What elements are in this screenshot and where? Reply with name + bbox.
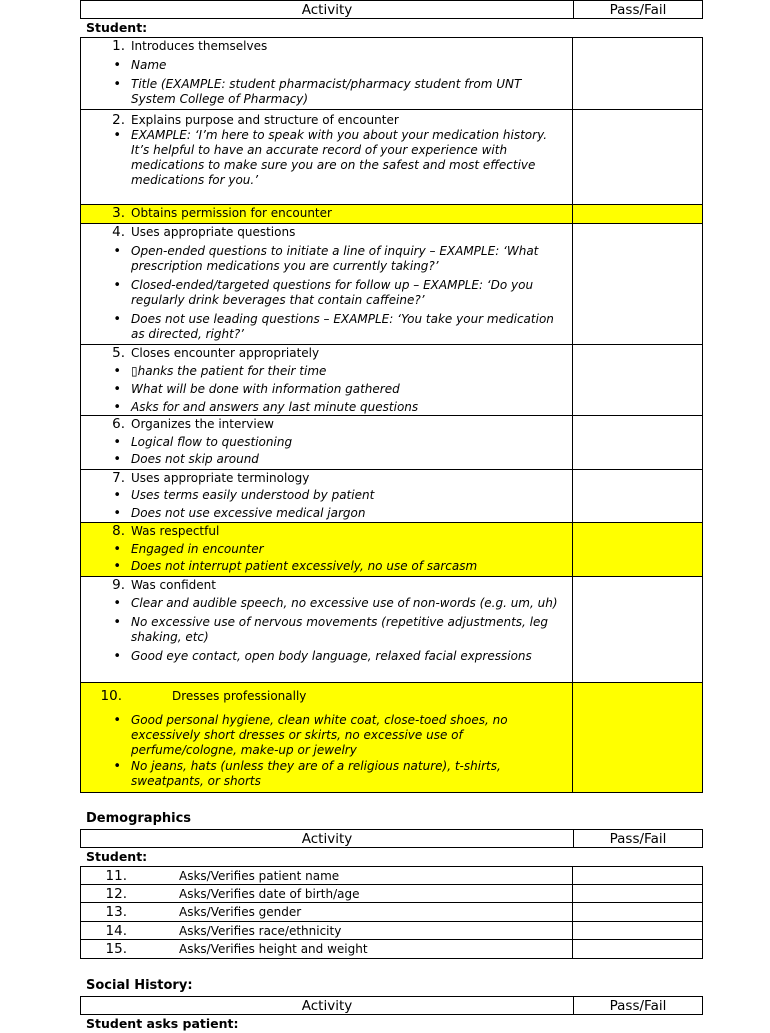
bullet-icon: • [113,77,121,92]
bullet-icon: • [113,364,121,379]
table-row [80,224,703,345]
row-number: 9. [112,577,125,593]
list-item: Open-ended questions to initiate a line of inquiry – EXAMPLE: ‘What prescription medications you are currently taking?’ [131,244,539,273]
list-item: Uses terms easily understood by patient [131,488,375,502]
row-number: 5. [112,345,125,361]
row-title: Uses appropriate terminology [131,471,310,485]
bullet-icon: • [113,506,121,521]
bullet-icon: • [113,488,121,503]
row-number: 11. [105,868,127,884]
list-item: Name [131,58,167,72]
row-title: Dresses professionally [172,689,307,703]
row-title: Introduces themselves [131,39,268,53]
list-item: No excessive use of nervous movements (repetitive adjustments, leg shaking, etc) [131,615,549,644]
row-number: 15. [105,941,127,957]
student-label: Student asks patient: [86,1016,239,1031]
row-number: 7. [112,470,125,486]
passfail-cell[interactable] [573,922,702,939]
table-header [80,829,703,848]
passfail-cell[interactable] [573,903,702,921]
list-item: Closed-ended/targeted questions for follow up – EXAMPLE: ‘Do you regularly drink beverages that contain caffeine?’ [131,278,534,307]
activity-column-header: Activity [81,830,574,847]
list-item: ▯hanks the patient for their time [131,364,327,378]
list-item: EXAMPLE: ‘I’m here to speak with you about your medication history. [131,128,548,142]
table-row [80,885,703,903]
section-heading-demographics: Demographics [86,811,192,826]
bullet-icon: • [113,596,121,611]
row-title: Was respectful [131,524,220,538]
passfail-cell[interactable] [573,577,702,682]
table-row [80,903,703,922]
section-heading-social-history: Social History: [86,978,193,993]
table-row [80,523,703,577]
bullet-icon: • [113,649,121,664]
list-item: No jeans, hats (unless they are of a religious nature), t-shirts, sweatpants, or shorts [131,759,501,788]
list-item: Does not use excessive medical jargon [131,506,366,520]
row-number: 4. [112,224,125,240]
bullet-icon: • [113,713,121,728]
table-row [80,577,703,683]
row-title: Asks/Verifies patient name [179,869,340,883]
passfail-column-header: Pass/Fail [609,2,667,18]
row-title: Was confident [131,578,216,592]
table-row [80,416,703,470]
table-row [80,205,703,224]
row-title: Asks/Verifies height and weight [179,942,368,956]
passfail-cell[interactable] [573,205,702,223]
table-row [80,922,703,940]
student-label: Student: [86,849,148,864]
bullet-icon: • [113,759,121,774]
passfail-cell[interactable] [573,345,702,415]
list-item: Clear and audible speech, no excessive use of non-words (e.g. um, uh) [131,596,558,610]
row-number: 3. [112,205,125,221]
row-title: Uses appropriate questions [131,225,296,239]
row-title: Explains purpose and structure of encounter [131,113,399,127]
list-item: Title (EXAMPLE: student pharmacist/pharmacy student from UNT System College of Pharmacy) [131,77,522,106]
list-item: Engaged in encounter [131,542,264,556]
bullet-icon: • [113,435,121,450]
list-item: Logical flow to questioning [131,435,293,449]
row-number: 6. [112,416,125,432]
row-number: 10. [100,688,122,704]
list-item: Does not use leading questions – EXAMPLE: ‘You take your medication as directed, right?’ [131,312,554,341]
table-header [80,996,703,1015]
bullet-icon: • [113,128,121,143]
row-title: Organizes the interview [131,417,274,431]
table-row [80,470,703,523]
bullet-icon: • [113,452,121,467]
table-row [80,37,703,110]
bullet-icon: • [113,615,121,630]
list-item: Asks for and answers any last minute questions [131,400,419,414]
table-row [80,940,703,959]
row-title: Closes encounter appropriately [131,346,320,360]
demographics-table [80,829,703,959]
list-item: Good personal hygiene, clean white coat, close-toed shoes, no excessively short dresses or skirts, no excessive use of perfume/cologne, make-up or jewelry [131,713,508,757]
row-number: 2. [112,112,125,128]
row-title: Asks/Verifies race/ethnicity [179,924,342,938]
bullet-icon: • [113,559,121,574]
table-row [80,866,703,885]
student-label: Student: [86,20,148,35]
table-row [80,110,703,205]
row-number: 13. [105,904,127,920]
activity-column-header: Activity [81,1,574,18]
passfail-cell[interactable] [573,683,702,792]
activity-column-header: Activity [81,997,574,1014]
bullet-icon: • [113,312,121,327]
bullet-icon: • [113,542,121,557]
passfail-cell[interactable] [573,940,702,958]
row-number: 8. [112,523,125,539]
table-row [80,683,703,793]
list-item: What will be done with information gathered [131,382,400,396]
passfail-cell[interactable] [573,110,702,204]
passfail-cell[interactable] [573,867,702,884]
list-item: Does not interrupt patient excessively, no use of sarcasm [131,559,478,573]
row-number: 12. [105,886,127,902]
bullet-icon: • [113,382,121,397]
row-number: 1. [112,38,125,54]
passfail-cell[interactable] [573,523,702,576]
passfail-cell[interactable] [573,470,702,522]
list-item: Good eye contact, open body language, relaxed facial expressions [131,649,532,663]
passfail-cell[interactable] [573,38,702,109]
row-title: Obtains permission for encounter [131,206,332,220]
passfail-cell[interactable] [573,416,702,469]
bullet-icon: • [113,400,121,415]
checklist-table-1 [80,0,703,793]
bullet-icon: • [113,244,121,259]
row-title: Asks/Verifies gender [179,905,302,919]
row-number: 14. [105,923,127,939]
passfail-cell[interactable] [573,224,702,344]
row-title: Asks/Verifies date of birth/age [179,887,360,901]
bullet-icon: • [113,58,121,73]
bullet-icon: • [113,278,121,293]
social-history-table [80,996,703,1033]
passfail-column-header: Pass/Fail [609,831,667,847]
passfail-column-header: Pass/Fail [609,998,667,1014]
list-item: Does not skip around [131,452,259,466]
table-header [80,0,703,19]
list-item: It’s helpful to have an accurate record of your experience with medications to make sure you are on the safest and most effective medications for you.’ [131,143,536,187]
passfail-cell[interactable] [573,885,702,902]
table-row [80,345,703,416]
